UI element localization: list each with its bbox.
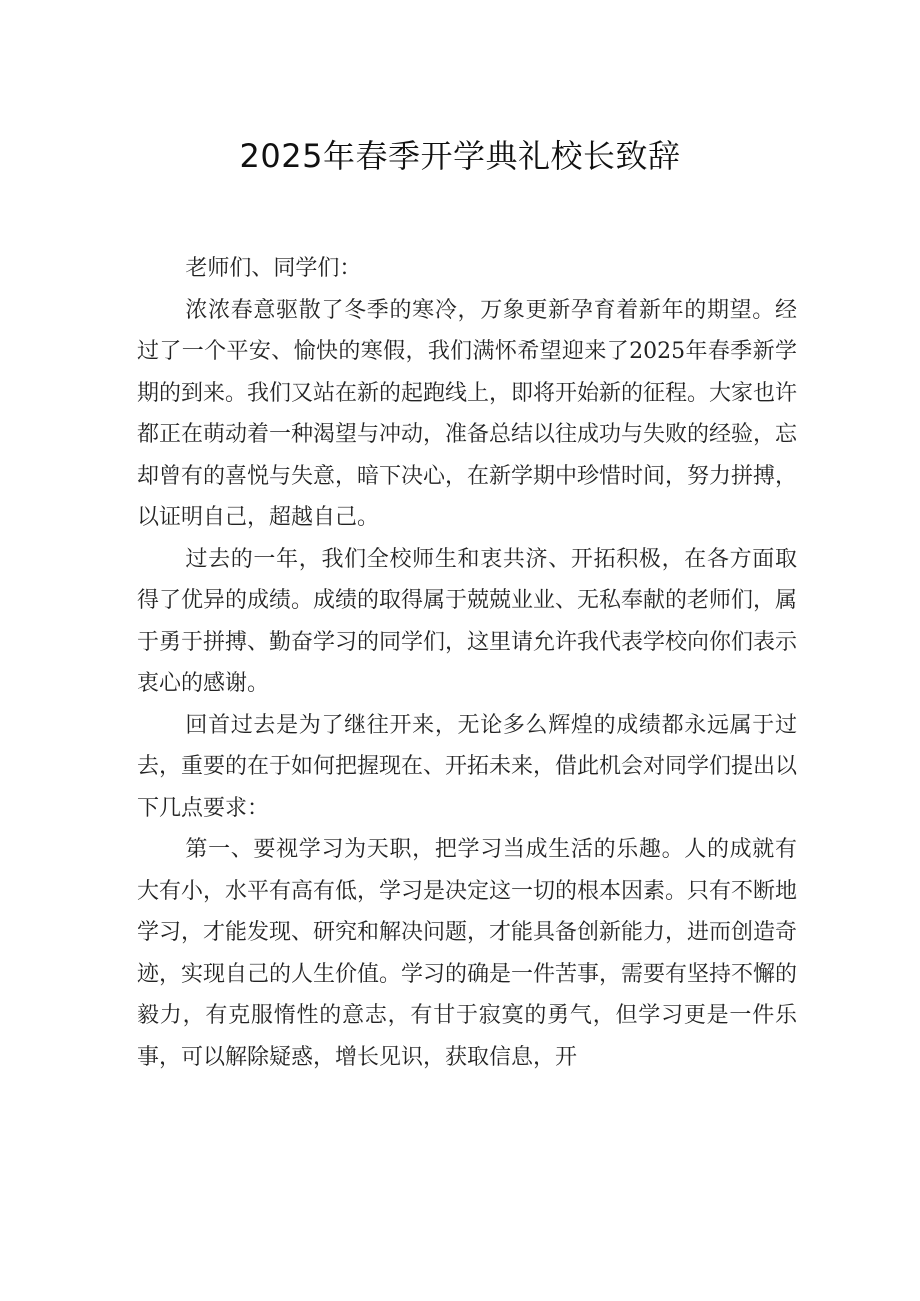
paragraph: 回首过去是为了继往开来，无论多么辉煌的成绩都永远属于过去，重要的在于如何把握现在、开拓未来，借此机会对同学们提出以下几点要求：: [137, 712, 798, 821]
paragraph: 过去的一年，我们全校师生和衷共济、开拓积极，在各方面取得了优异的成绩。成绩的取得属于兢兢业业、无私奉献的老师们，属于勇于拼搏、勤奋学习的同学们，这里请允许我代表学校向你们表示衷心的感谢。: [137, 546, 798, 696]
salutation: 老师们、同学们：: [185, 256, 362, 281]
paragraph: 浓浓春意驱散了冬季的寒冷，万象更新孕育着新年的期望。经过了一个平安、愉快的寒假，我们满怀希望迎来了2025年春季新学期的到来。我们又站在新的起跑线上，即将开始新的征程。大家也许都正在萌动着一种渴望与冲动，准备总结以往成功与失败的经验，忘却曾有的喜悦与失意，暗下决心，在新学期中珍惜时间，努力拼搏，以证明自己，超越自己。: [137, 297, 798, 530]
document-title: 2025年春季开学典礼校长致辞: [239, 137, 681, 175]
paragraph: 第一、要视学习为天职，把学习当成生活的乐趣。人的成就有大有小，水平有高有低，学习是决定这一切的根本因素。只有不断地学习，才能发现、研究和解决问题，才能具备创新能力，进而创造奇迹，实现自己的人生价值。学习的确是一件苦事，需要有坚持不懈的毅力，有克服惰性的意志，有甘于寂寞的勇气，但学习更是一件乐事，可以解除疑惑，增长见识，获取信息，开: [137, 837, 798, 1070]
document-body: [137, 248, 797, 1078]
